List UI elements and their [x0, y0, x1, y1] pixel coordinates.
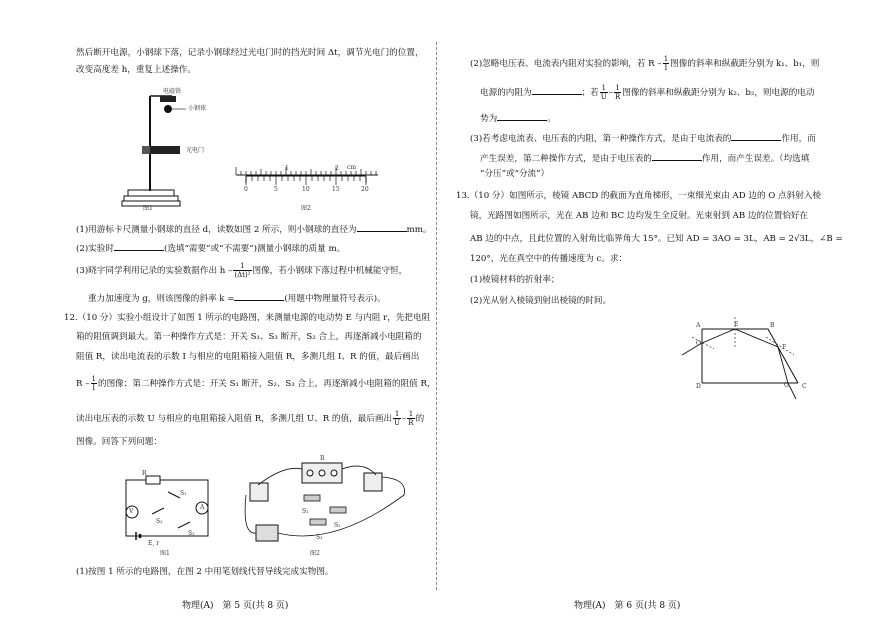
question-line: (1)用游标卡尺测量小钢球的直径 d，读数如图 2 所示，则小钢球的直径为 mm。 — [76, 222, 431, 236]
vernier-tick-label: 15 — [332, 186, 340, 193]
normal-line — [766, 337, 794, 355]
voltmeter — [250, 483, 268, 501]
question-line: 读出电压表的示数 U 与相应的电阻箱接入阻值 R，多测几组 U、R 的值，最后画出 $\frac{1}{U}$ – $\frac{1}{R}$ 的 — [76, 410, 425, 427]
question-13: 13.（10 分）如图所示，棱镜 ABCD 的截面为直角梯形，一束细光束由 AD 边的 O 点斜射入棱 — [456, 191, 822, 201]
question-line: (3)晓宇同学利用记录的实验数据作出 h – $\frac{1}{\text{(Δt)²}}$ 图像，若小钢球下落过程中机械能守恒， — [76, 262, 408, 279]
fraction: $\frac{1}{U}$ — [394, 410, 400, 427]
fraction: $\frac{1}{R}$ — [408, 410, 414, 427]
fraction: $\frac{1}{I}$ — [663, 55, 669, 72]
text-line: (2)光从射入棱镜到射出棱镜的时间。 — [470, 296, 612, 306]
text-line: (1)棱镜材料的折射率； — [470, 275, 560, 285]
apparatus-photo — [244, 455, 414, 550]
photo-label: S₁ — [302, 508, 309, 515]
point-label: O — [696, 340, 701, 347]
answer-blank[interactable] — [234, 291, 284, 301]
switch — [310, 519, 326, 525]
question-line: (2)忽略电压表、电流表内阻对实验的影响，若 R – $\frac{1}{I}$ 图像的斜率和纵截距分别为 k₁、b₁，则 — [470, 55, 820, 72]
vertex-label: B — [770, 322, 775, 329]
text-line: 箱的阻值调到最大。第一种操作方式是：开关 S₁、S₃ 断开，S₂ 合上，再逐渐减小电阻箱的 — [76, 332, 422, 342]
battery-pack — [256, 525, 278, 541]
resistor-box — [146, 476, 160, 484]
point-label: G — [784, 382, 789, 389]
point-label: E — [734, 321, 739, 328]
vernier-tick-label: 5 — [274, 186, 278, 193]
question-line: (3)若考虑电流表、电压表的内阻，第一种操作方式，是由于电流表的 作用，而 — [470, 131, 816, 145]
vertex-label: C — [802, 383, 807, 390]
question-12: 12.（10 分）实验小组设计了如图 1 所示的电路图，来测量电源的电动势 E 与内阻 r，先把电阻 — [64, 313, 431, 323]
circuit-label: V — [129, 508, 134, 515]
page-6 — [456, 0, 855, 630]
text-line: 阻值 R，读出电流表的示数 I 与相应的电阻箱接入阻值 R，多测几组 I、R 的值，最后画出 — [76, 352, 420, 362]
question-line: 电源的内阻为 ；若 $\frac{1}{U}$ – $\frac{1}{R}$ 图像的斜率和纵截距分别为 k₂、b₂，则电源的电动 — [480, 84, 815, 101]
switch-s2 — [152, 508, 164, 514]
text-line: AB 边的中点，且此位置的入射角比临界角大 15°。已知 AD = 3AO = 3L，AB = 2√3L，∠B = — [470, 234, 843, 244]
main-tick-label: 1 — [285, 165, 289, 172]
switch — [330, 507, 346, 513]
apparatus-figure — [120, 86, 230, 216]
vernier-tick-label: 0 — [244, 186, 248, 193]
electromagnet — [160, 96, 176, 102]
circuit-label: E, r — [148, 540, 160, 547]
label-gate: 光电门 — [186, 147, 205, 154]
circuit-label: R — [142, 470, 147, 477]
answer-blank[interactable] — [532, 85, 582, 95]
text-line: 镜，光路图如图所示，光在 AB 边和 BC 边均发生全反射。光束射到 AB 边的位置恰好在 — [470, 211, 809, 221]
question-line: (2)实验时 (选填“需要”或“不需要”)测量小钢球的质量 m。 — [76, 241, 345, 255]
switch-s3 — [178, 522, 190, 528]
fraction: $\frac{1}{R}$ — [614, 84, 621, 101]
answer-blank[interactable] — [731, 131, 781, 141]
page-5 — [64, 0, 449, 630]
text-line: 改变高度差 h，重复上述操作。 — [76, 65, 196, 75]
photogate — [150, 146, 180, 154]
figure-caption: 图2 — [301, 205, 311, 212]
page-footer: 物理(A) 第 6 页(共 8 页) — [574, 601, 681, 611]
text-line: (1)按图 1 所示的电路图，在图 2 中用笔划线代替导线完成实物图。 — [76, 567, 334, 577]
vernier-figure — [232, 163, 382, 203]
question-line: R – $\frac{1}{I}$ 的图像；第二种操作方式是：开关 S₁ 断开，S₂、S₃ 合上，再逐渐减小电阻箱的阻值 R， — [76, 375, 436, 392]
question-line: 产生误差，第二种操作方式，是由于电压表的 作用，而产生误差。（均选填 — [480, 151, 809, 165]
fraction: $\frac{1}{I}$ — [91, 375, 96, 392]
switch-s1 — [168, 492, 180, 498]
circuit-label: S₁ — [180, 490, 187, 497]
text-line: 120°，光在真空中的传播速度为 c。求： — [470, 254, 628, 264]
text-line: 图像。回答下列问题： — [76, 437, 162, 447]
switch — [304, 495, 320, 501]
photo-label: S₃ — [316, 534, 323, 541]
answer-blank[interactable] — [114, 241, 164, 251]
vertex-label: D — [696, 383, 701, 390]
fraction: $\frac{1}{U}$ — [600, 84, 607, 101]
figure-caption: 图2 — [310, 550, 320, 557]
question-line: 势为 。 — [480, 111, 556, 125]
vertex-label: A — [696, 322, 701, 329]
text-line: “分压”或“分流”） — [480, 169, 550, 179]
circuit-label: S₂ — [156, 518, 163, 525]
unit-label: cm — [347, 164, 357, 171]
question-line: 重力加速度为 g，则该图像的斜率 k = (用题中物理量符号表示)。 — [88, 291, 386, 305]
fraction: $\frac{1}{\text{(Δt)²}}$ — [234, 262, 251, 279]
circuit-label: A — [200, 504, 205, 511]
vernier-tick-label: 20 — [361, 186, 369, 193]
text-line: 然后断开电源，小钢球下落，记录小钢球经过光电门时的挡光时间 Δt，调节光电门的位置， — [76, 48, 424, 58]
figure-caption: 图1 — [160, 550, 170, 557]
ammeter — [364, 473, 382, 491]
label-electromagnet: 电磁铁 — [163, 88, 182, 95]
point-label: F — [782, 344, 787, 351]
steel-ball — [164, 105, 172, 113]
photo-label: S₂ — [334, 522, 341, 529]
page-footer: 物理(A) 第 5 页(共 8 页) — [182, 601, 289, 611]
vernier-tick-label: 10 — [302, 186, 310, 193]
answer-blank[interactable] — [652, 151, 702, 161]
label-ball: 小钢球 — [188, 105, 207, 112]
answer-blank[interactable] — [357, 222, 407, 232]
figure-caption: 图1 — [143, 205, 153, 212]
main-tick-label: 2 — [335, 165, 339, 172]
answer-blank[interactable] — [497, 111, 547, 121]
circuit-label: S₃ — [188, 530, 195, 537]
photo-label: R — [320, 455, 325, 462]
